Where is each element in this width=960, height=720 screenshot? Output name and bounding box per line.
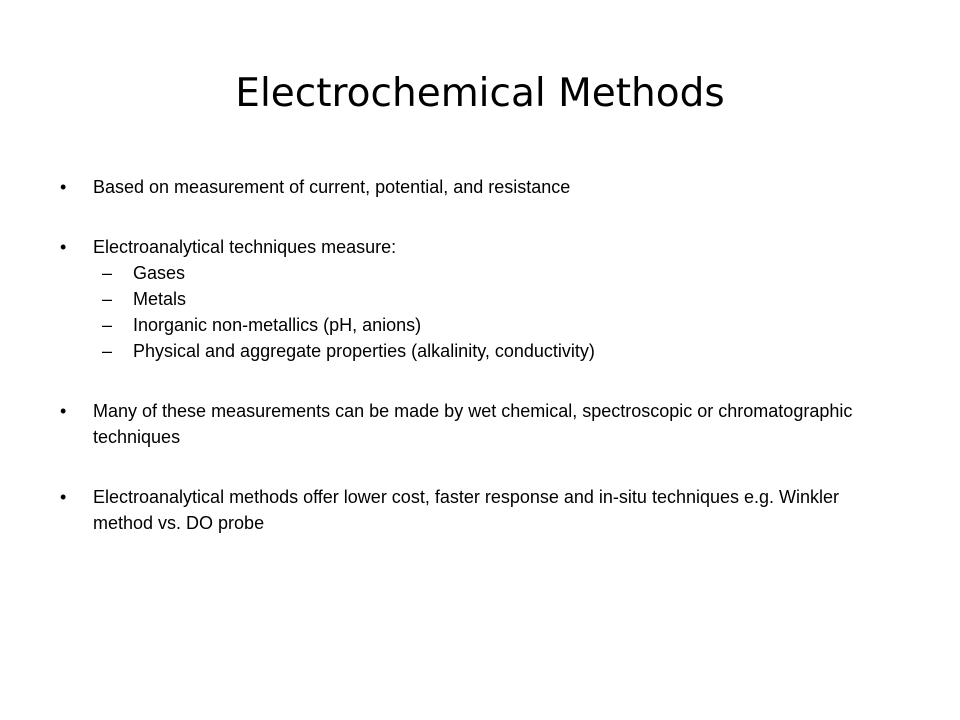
bullet-item-1: [60, 174, 880, 200]
sub-item-3: [60, 312, 880, 338]
bullet-marker: •: [60, 237, 67, 257]
bullet-item-4: [60, 484, 880, 536]
bullet-marker: •: [60, 177, 67, 197]
sub-text: Inorganic non-metallics (pH, anions): [133, 315, 422, 335]
sub-item-1: [60, 260, 880, 286]
bullet-text: Electroanalytical techniques measure:: [93, 237, 397, 257]
sub-item-2: [60, 286, 880, 312]
sub-marker: –: [102, 263, 113, 283]
sub-text: Gases: [133, 263, 186, 283]
sub-marker: –: [102, 315, 113, 335]
bullet-marker: •: [60, 487, 67, 507]
bullet-text: Electroanalytical methods offer lower cost, faster response and in-situ techniques e.g. Winkler method vs. DO probe: [93, 487, 840, 533]
sub-item-4: [60, 338, 880, 364]
sub-marker: –: [102, 341, 113, 361]
bullet-list: [60, 174, 880, 536]
sub-text: Physical and aggregate properties (alkalinity, conductivity): [133, 341, 595, 361]
slide-title: Electrochemical Methods: [235, 71, 725, 116]
bullet-marker: •: [60, 401, 67, 421]
bullet-text: Based on measurement of current, potential, and resistance: [93, 177, 571, 197]
sub-marker: –: [102, 289, 113, 309]
sub-text: Metals: [133, 289, 187, 309]
bullet-text: Many of these measurements can be made by wet chemical, spectroscopic or chromatographic techniques: [93, 401, 853, 447]
bullet-item-2: [60, 234, 880, 260]
bullet-item-3: [60, 398, 880, 450]
